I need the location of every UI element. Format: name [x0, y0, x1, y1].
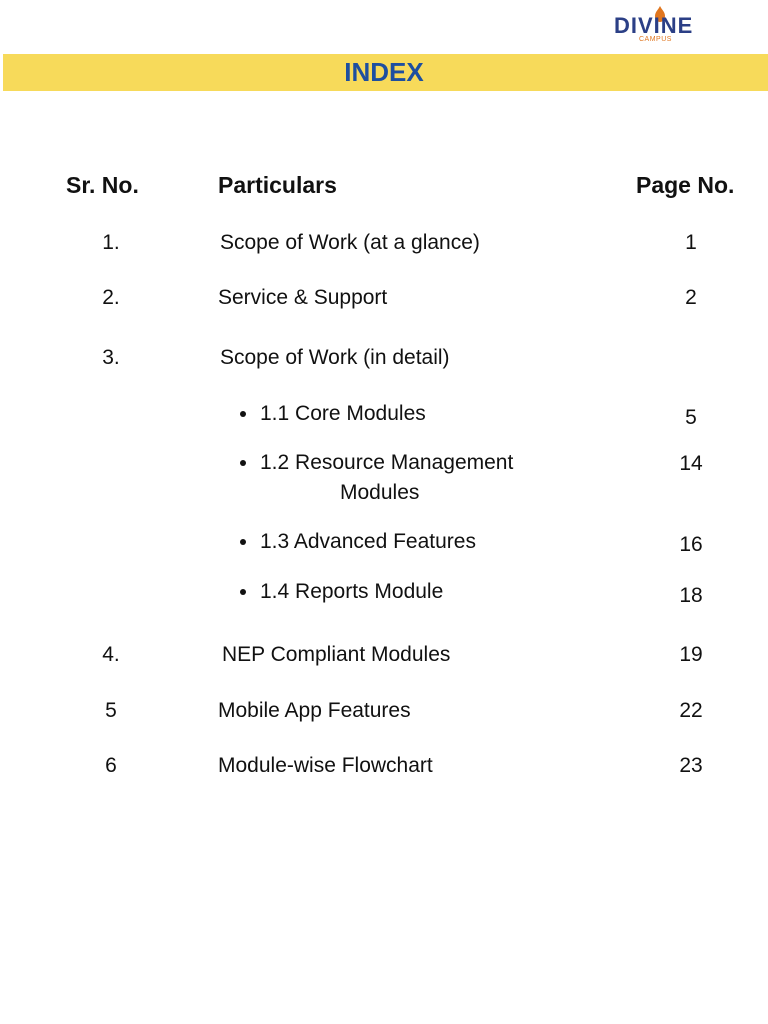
- logo-wordmark: DIVINE: [614, 13, 694, 38]
- row-4-page: 19: [679, 643, 703, 666]
- header-sr-no: Sr. No.: [66, 172, 139, 198]
- row-6-sr: 6: [105, 754, 117, 777]
- subitem-2-title-line2: Modules: [340, 481, 420, 504]
- row-5-title: Mobile App Features: [218, 699, 411, 722]
- row-6-page: 23: [679, 754, 703, 777]
- row-3-sr: 3.: [102, 346, 120, 369]
- subitem-4-page: 18: [679, 584, 703, 607]
- subitem-3-page: 16: [679, 533, 703, 556]
- row-2-sr: 2.: [102, 286, 120, 309]
- subitem-2-page: 14: [679, 452, 703, 475]
- row-4-title: NEP Compliant Modules: [222, 643, 451, 666]
- bullet-icon: [240, 460, 246, 466]
- header-particulars: Particulars: [218, 172, 337, 198]
- subitem-1-page: 5: [685, 406, 697, 429]
- row-5-sr: 5: [105, 699, 117, 722]
- row-6-title: Module-wise Flowchart: [218, 754, 433, 777]
- subitem-3-title: 1.3 Advanced Features: [260, 530, 476, 553]
- row-5-page: 22: [679, 699, 703, 722]
- page-title: INDEX: [344, 57, 424, 87]
- header-page-no: Page No.: [636, 172, 735, 198]
- bullet-icon: [240, 411, 246, 417]
- subitem-1-title: 1.1 Core Modules: [260, 402, 426, 425]
- row-1-sr: 1.: [102, 231, 120, 254]
- row-1-page: 1: [685, 231, 697, 254]
- row-4-sr: 4.: [102, 643, 120, 666]
- subitem-4-title: 1.4 Reports Module: [260, 580, 444, 603]
- subitem-2-title: 1.2 Resource Management: [260, 451, 514, 474]
- divine-campus-logo: [614, 6, 738, 44]
- row-2-title: Service & Support: [218, 286, 388, 309]
- bullet-icon: [240, 589, 246, 595]
- row-3-title: Scope of Work (in detail): [220, 346, 450, 369]
- row-2-page: 2: [685, 286, 697, 309]
- logo-subtext: CAMPUS: [639, 36, 672, 43]
- row-1-title: Scope of Work (at a glance): [220, 231, 480, 254]
- bullet-icon: [240, 539, 246, 545]
